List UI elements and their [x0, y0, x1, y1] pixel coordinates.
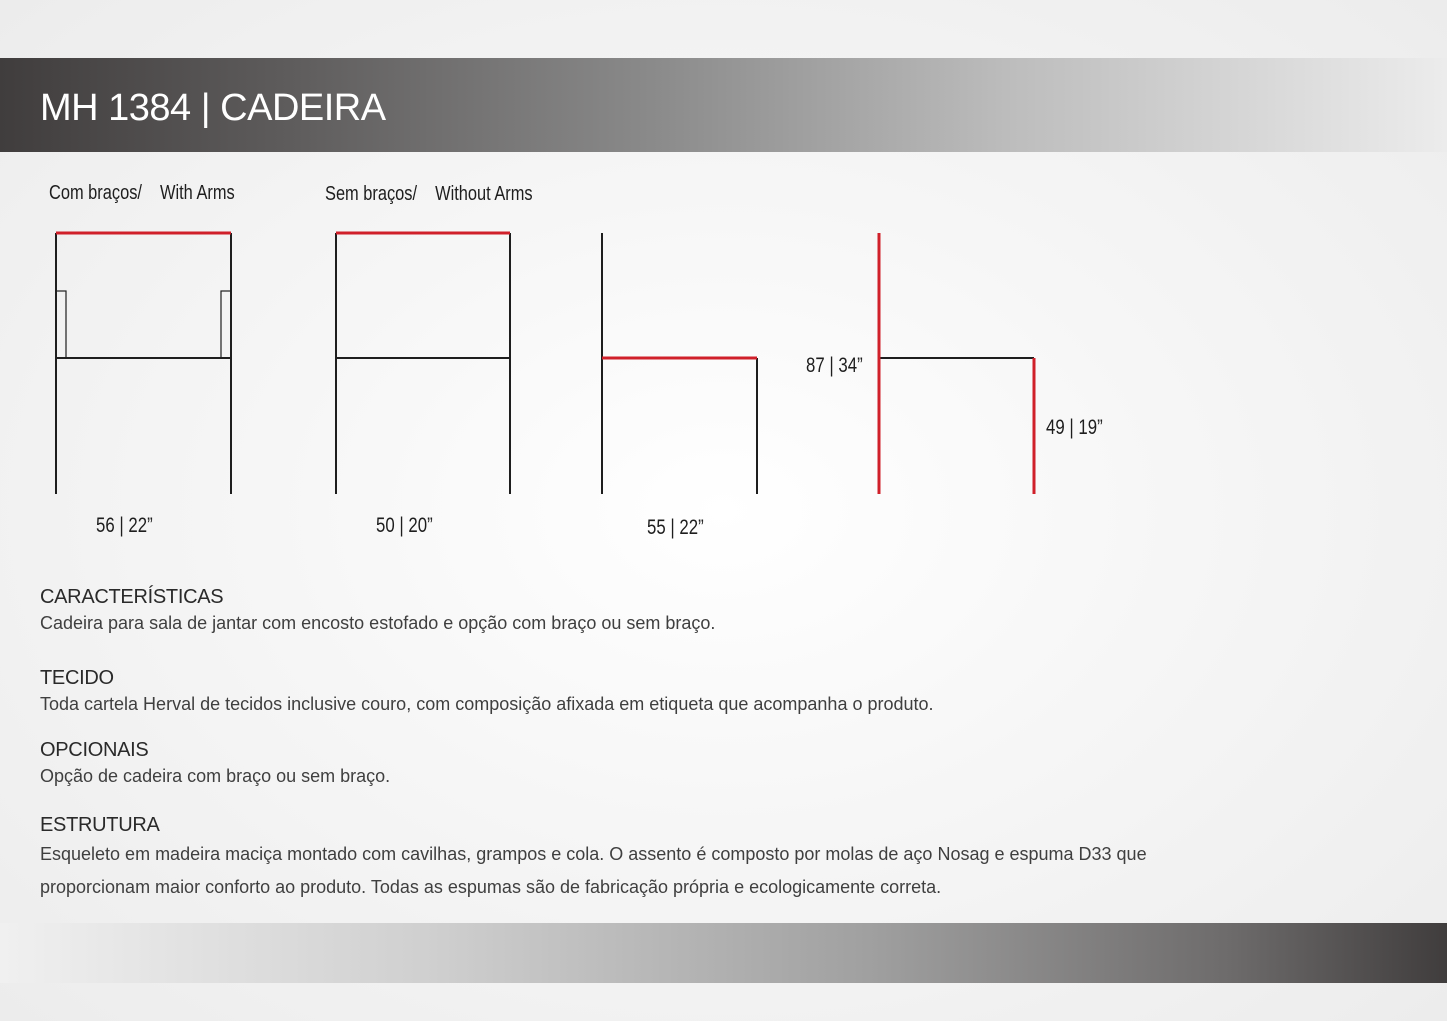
- width-with-arms-dimension: 56 | 22”: [96, 514, 153, 537]
- section-text: Opção de cadeira com braço ou sem braço.: [40, 766, 391, 786]
- width-without-arms-dimension: 50 | 20”: [376, 514, 433, 537]
- section-tecido: [40, 665, 1340, 717]
- front-view-without-arms: [336, 233, 510, 494]
- footer-band: [0, 923, 1447, 983]
- section-opcionais: [40, 737, 1340, 789]
- without-arms-label-pt: Sem braços/: [325, 183, 418, 205]
- side-view-depth: [602, 233, 757, 494]
- depth-dimension: 55 | 22”: [647, 516, 704, 539]
- seat-height-dimension: 49 | 19”: [1046, 416, 1103, 439]
- side-view-height: [879, 233, 1034, 494]
- left-arm-rest: [56, 291, 66, 358]
- with-arms-label-en: With Arms: [160, 182, 235, 204]
- without-arms-label-en: Without Arms: [435, 183, 533, 205]
- section-title: OPCIONAIS: [40, 739, 149, 761]
- page-title: MH 1384 | CADEIRA: [40, 87, 386, 129]
- section-text: Cadeira para sala de jantar com encosto estofado e opção com braço ou sem braço.: [40, 613, 716, 633]
- section-text: Esqueleto em madeira maciça montado com cavilhas, grampos e cola. O assento é composto por molas de aço Nosag e espuma D33 que proporcionam maior conforto ao produto. Todas as espumas são de fabricação própria e ecologicamente correta.: [40, 844, 1147, 897]
- section-caracteristicas: [40, 584, 1340, 636]
- section-text: Toda cartela Herval de tecidos inclusive couro, com composição afixada em etiqueta que acompanha o produto.: [40, 694, 934, 714]
- section-title: ESTRUTURA: [40, 814, 160, 836]
- front-view-with-arms: [56, 233, 231, 494]
- right-arm-rest: [221, 291, 231, 358]
- section-title: TECIDO: [40, 667, 114, 689]
- height-dimension: 87 | 34”: [806, 354, 863, 377]
- with-arms-label-pt: Com braços/: [49, 182, 142, 204]
- section-title: CARACTERÍSTICAS: [40, 586, 224, 608]
- section-estrutura: [40, 812, 1170, 904]
